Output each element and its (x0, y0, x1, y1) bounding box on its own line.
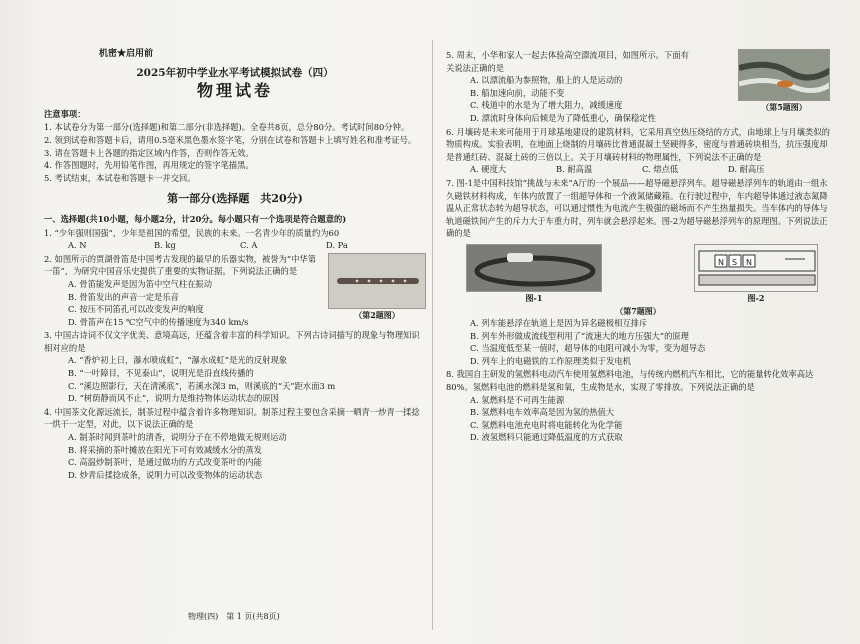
option: C. “溪边照影行，天在清溪底”，若溪水深3 m，则溪底的“天”距水面3 m (68, 380, 336, 391)
question-5 (446, 49, 830, 125)
figure-7-2-label: 图-2 (747, 292, 765, 303)
figure-7-caption: （第7题图） (615, 305, 661, 316)
option: B. 将采摘的茶叶摊放在阳光下可有效减缓水分的蒸发 (68, 444, 262, 455)
figure-2-caption: （第2题图） (354, 309, 400, 320)
option: B. kg (154, 240, 176, 251)
column-divider (432, 40, 433, 630)
option: D. “树荫静而风不止”，说明力是维持物体运动状态的原因 (68, 393, 279, 404)
svg-text:S: S (732, 257, 738, 267)
option: D. 炒青后揉捻成条，说明力可以改变物体的运动状态 (68, 469, 263, 480)
option: A. 列车能悬浮在轨道上是因为异名磁极相互排斥 (470, 318, 648, 329)
question-7-stem: 7. 图-1是中国科技馆“挑战与未来”A厅的一个展品——超导磁悬浮列车。超导磁悬浮列车的轨道由一组永久磁铁材料构成，车体内放置了一组超导体和一个液氮储藏箱。在行驶过程中，车内超导体通过液态氮降温从正常状态转为超导状态，可以通过惯性为电流产生极强的磁场而不产生热量损失。当车体内的导体与轨道磁铁间产生的斥力大于车重力时，列车就会悬浮起来。图-2为超导磁悬浮列车的原理图。下列说法正确的是 (446, 177, 828, 239)
question-5-stem-line1: 5. 周末，小华和家人一起去体验高空漂流项目，如图所示。下面有 (446, 50, 689, 60)
question-2-stem: 2. 如图所示的贾湖骨笛是中国考古发现的最早的乐器实物，被誉为“中华第一笛”，为研究中国音乐史提供了重要的实物证据。下列说法正确的是 (44, 253, 317, 277)
figure-5 (738, 49, 830, 114)
right-column (446, 48, 830, 444)
option: A. 骨笛能发声是因为笛中空气柱在振动 (68, 278, 213, 289)
option: D. Pa (326, 240, 348, 251)
option: A. 制茶时闻到茶叶的清香，说明分子在不停地做无规则运动 (68, 432, 287, 443)
notes-heading: 注意事项： (44, 108, 86, 119)
option: C. A (240, 240, 258, 251)
question-2 (44, 253, 426, 329)
figure-7-1 (466, 244, 602, 305)
question-4-stem: 4. 中国茶文化源远流长，制茶过程中蕴含着许多物理知识。制茶过程主要包含采摘一晒青一炒青一揉捻一烘干一定型，对此，以下说法正确的是 (44, 406, 420, 430)
option: D. 耐高压 (728, 164, 765, 175)
option: C. 熔点低 (642, 164, 679, 175)
figure-2 (328, 253, 426, 322)
confidential-mark: 机密★启用前 (99, 49, 154, 59)
paper-title: 物理试卷 (196, 81, 273, 101)
svg-text:N: N (718, 257, 724, 267)
note-item: 4. 作答图题时，先用铅笔作图，再用规定的签字笔描黑。 (44, 160, 254, 171)
option: D. 骨笛声在15 ℃空气中的传播速度为340 km/s (68, 316, 249, 327)
option: B. 船加速向前，动能不变 (470, 87, 565, 98)
option: A. “香炉初上日，瀑水喷成虹”，“瀑水成虹”是光的反射现象 (68, 355, 288, 366)
figure-7-1-label: 图-1 (525, 292, 543, 303)
figure-7 (466, 244, 818, 305)
option: C. 高温炒制茶叶，是通过做功的方式改变茶叶的内能 (68, 457, 262, 468)
figure-7-2 (694, 244, 818, 305)
question-1-stem: 1. “少年强则国强”，少年是祖国的希望，民族的未来。一名青少年的质量约为60 (44, 227, 340, 238)
left-column (44, 48, 426, 481)
maglev-model-photo (466, 244, 602, 292)
page-footer: 物理(四) 第 1 页(共8页) (188, 612, 280, 621)
option: A. 硬度大 (470, 164, 507, 175)
part1-title: 第一部分(选择题 共20分) (167, 192, 303, 206)
option: B. 耐高温 (556, 164, 593, 175)
option: A. N (68, 240, 87, 251)
svg-text:N: N (746, 257, 752, 267)
question-8-stem: 8. 我国自主研发的氢燃料电动汽车使用氢燃料电池，与传统内燃机汽车相比，它的能量转化效率高达80%。氢燃料电池的燃料是氢和氧，生成物是水，实现了零排放。下列说法正确的是 (446, 369, 814, 393)
question-1-options (44, 239, 426, 252)
rafting-photo (738, 49, 830, 101)
question-6-options (446, 163, 830, 176)
option: A. 以漂流船为参照物，船上的人是运动的 (470, 75, 623, 86)
question-3-stem: 3. 中国古诗词不仅文字优美、意境高远，还蕴含着丰富的科学知识。下列古诗词描写的现象与物理知识相对应的是 (44, 330, 420, 353)
option: D. 漂流时身体向后倾是为了降低重心，确保稳定性 (470, 112, 656, 123)
bone-flute-photo (328, 253, 426, 309)
question-5-stem-line2: 关说法正确的是 (446, 62, 505, 73)
section-heading: 一、选择题(共10小题，每小题2分，计20分。每小题只有一个选项是符合题意的) (44, 213, 347, 224)
option: B. 氢燃料电车效率高是因为氢的热值大 (470, 407, 615, 418)
option: C. 按压不同笛孔可以改变发声的响度 (68, 304, 204, 315)
option: D. 液氢燃料只能通过降低温度的方式获取 (470, 432, 623, 443)
option: D. 列车上的电磁铁的工作原理类似于发电机 (470, 355, 631, 366)
option: B. 列车外形做成流线型利用了“流速大的地方压强大”的原理 (470, 330, 689, 341)
maglev-magnet-diagram-icon (695, 245, 818, 291)
option: C. 当温度低至某一值时，超导体的电阻可减小为零，变为超导态 (470, 343, 706, 354)
option: C. 氢燃料电池充电时将电能转化为化学能 (470, 419, 623, 430)
note-item: 5. 考试结束，本试卷和答题卡一并交回。 (44, 172, 196, 183)
bone-flute-icon (329, 254, 426, 308)
note-item: 3. 请在答题卡上各题的指定区域内作答，否则作答无效。 (44, 147, 254, 158)
maglev-track-icon (467, 245, 602, 291)
note-item: 2. 领到试卷和答题卡后，请用0.5毫米黑色墨水签字笔，分别在试卷和答题卡上填写姓名和准考证号。 (44, 134, 417, 145)
note-item: 1. 本试卷分为第一部分(选择题)和第二部分(非选择题)。全卷共8页，总分80分。考试时间80分钟。 (44, 122, 410, 133)
figure-5-caption: （第5题图） (761, 102, 807, 112)
question-6-stem: 6. 月壤砖是未来可能用于月球基地建设的建筑材料，它采用真空热压烧结的方式，由地球上与月壤类似的物质构成。实验表明，在地面上烧制的月壤砖比普通混凝土坚硬得多，密度与普通砖块相当，抗压强度却是普通红砖、混凝土砖的三倍以上。关于月壤砖材料的物理属性，下列说法不正确的是 (446, 126, 830, 162)
option: C. 栈道中的水是为了增大阻力，减缓速度 (470, 100, 623, 111)
option: B. 骨笛发出的声音一定是乐音 (68, 291, 179, 302)
option: A. 氢燃料是不可再生能源 (470, 394, 565, 405)
option: B. “一叶障目，不见泰山”，说明光是沿直线传播的 (68, 368, 254, 379)
rafting-icon (739, 50, 830, 100)
exam-title: 2025年初中学业水平考试模拟试卷（四） (136, 66, 334, 79)
maglev-diagram (694, 244, 818, 292)
